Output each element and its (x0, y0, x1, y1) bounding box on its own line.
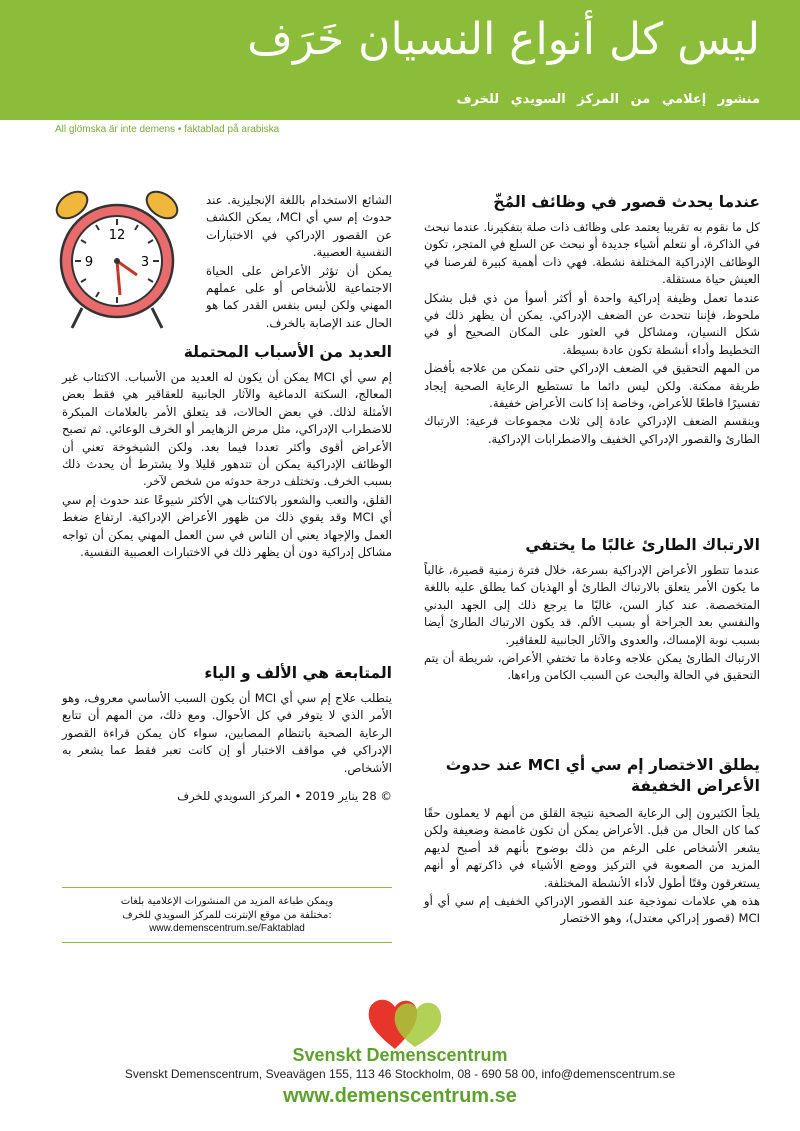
divider (62, 942, 392, 943)
right-column (424, 192, 760, 449)
divider (62, 887, 392, 888)
header-banner (0, 0, 800, 120)
heading-mci: يطلق الاختصار إم سي أي MCI عند حدوث الأعراض الخفيفة (445, 756, 760, 795)
document-title: ليس كل أنواع النسيان خَرَف (247, 14, 760, 65)
left-column-section-4 (62, 342, 392, 562)
paragraph: هذه هي علامات نموذجية عند القصور الإدراكي الخفيف إم سي أي أو MCI (قصور إدراكي معتدل)، وهو الاختصار (424, 894, 760, 926)
more-line-2: مختلفة من موقع الإنترنت للمركز السويدي للخرف: (122, 909, 332, 921)
paragraph: عندما تتطور الأعراض الإدراكية بسرعة، خلال فترة زمنية قصيرة، غالباً ما يكون الأمر يتعلق بالارتباك الطارئ أو الهذيان كما يطلق عليه باللغة المتخصصة. عند كبار السن، غالبًا ما يرجع ذلك إلى الجهد البدني والنفسي بعد الجراحة أو بسبب الألم. قد يكون الارتباك الطارئ أيضا بسبب نوبة الإمساك، والعدوى والآثار الجانبية للعقاقير. (424, 563, 760, 647)
alarm-clock-illustration (42, 183, 192, 338)
copyright-line: © 28 يناير 2019 • المركز السويدي للخرف (177, 789, 392, 804)
heading-causes: العديد من الأسباب المحتملة (183, 343, 392, 361)
paragraph: من المهم التحقيق في الضعف الإدراكي حتى نتمكن من علاجه بأفضل طريقة ممكنة. ولكن ليس دائما ما تستطيع الرعاية الصحية إيجاد تفسيرًا قاطعًا للأعراض، وخاصة إذا كانت الأعراض خفيفة. (424, 361, 760, 411)
paragraph: يلجأ الكثيرون إلى الرعاية الصحية نتيجة القلق من أنهم لا يعملون حقًا كما كان الحال من قبل. الأعراض يمكن أن تكون غامضة وضعيفة ولكن يشعر الأشخاص على الرغم من ذلك بوضوح بأنهم قد أصبح لديهم المزيد من الصعوبة في التركيز ووضع الأشياء في ذاكرتهم أو أنهم يستغرقون وقتًا أطول لأداء الأنشطة المختلفة. (424, 806, 760, 890)
paragraph: يمكن أن تؤثر الأعراض على الحياة الاجتماعية للأشخاص أو على عملهم المهني ولكن ليس بنفس القدر كما هو الحال عند الإصابة بالخرف. (206, 263, 392, 330)
clock-number-3: 3 (140, 255, 150, 270)
organization-name: Svenskt Demenscentrum (292, 1045, 508, 1065)
paragraph: عندما تعمل وظيفة إدراكية واحدة أو أكثر أسوأ من ذي قبل بشكل ملحوظ، فإننا نتحدث عن الضعف الإدراكي. يمكن أن يظهر ذلك في شكل النسيان، ومشاكل في العثور على المكان الصحيح أو في التخطيط وأداء أنشطة تكون عادة بسيطة. (424, 290, 760, 357)
swedish-tagline: All glömska är inte demens • faktablad på arabiska (55, 124, 280, 135)
paragraph: إم سي أي MCI يمكن أن يكون له العديد من الأسباب. الاكتئاب غير المعالج، السكتة الدماغية والآثار الجانبية للعقاقير هي فقط بعض الأمثلة لذلك. في بعض الحالات، قد يتعلق الأمر بالعلامات المبكرة للاضطراب الإدراكي، مثل مرض الزهايمر أو الخرف الوعائي. ثم تصبح الأعراض أقوى وأكثر تعددا فيما بعد. ولكن الشيخوخة تعني أن الوظائف الإدراكية يمكن أن تتدهور قليلا ولا يشترط أن يحدث ذلك بسبب الخرف. وتختلف درجة حدوثه من شخص لآخر. (62, 370, 392, 489)
heading-brain-function: عندما يحدث قصور في وظائف المُخّ (493, 193, 760, 211)
organization-address: Svenskt Demenscentrum, Sveavägen 155, 113 46 Stockholm, 08 - 690 58 00, info@demenscentrum.se (124, 1067, 676, 1081)
heading-delirium: الارتباك الطارئ غالبًا ما يختفي (525, 536, 760, 554)
more-factsheets-note (62, 895, 392, 936)
factsheets-link[interactable]: www.demenscentrum.se/Faktablad (149, 923, 305, 934)
paragraph: وينقسم الضعف الإدراكي عادة إلى ثلاث مجموعات فرعية: الارتباك الطارئ والقصور الإدراكي الخفيف والاضطرابات الإدراكية. (424, 414, 760, 446)
left-column-section-5 (62, 663, 392, 806)
left-intro (206, 192, 392, 333)
paragraph: الارتباك الطارئ يمكن علاجه وعادة ما تختفي الأعراض، شريطة أن يتم التحقيق في الحالة والبحث عن السبب الكامن وراءها. (424, 651, 760, 683)
more-line-1: ويمكن طباعة المزيد من المنشورات الإعلامية بلغات (120, 896, 334, 907)
document-subtitle: منشور إعلامي من المركز السويدي للخرف (456, 92, 760, 107)
clock-number-12: 12 (108, 228, 126, 243)
paragraph: كل ما نقوم به تقريبا يعتمد على وظائف ذات صلة بتفكيرنا. عندما نبحث في الذاكرة، أو نتعلم أشياء جديدة أو نبحث عن السلع في المتجر، تكون الوظائف الإدراكية المختلفة نشطة. فهي ذات أهمية كبيرة لفرصنا في العيش حياة مستقلة. (424, 220, 760, 287)
two-hearts-logo (365, 993, 445, 1051)
heading-follow-up: المتابعة هي الألف و الياء (204, 664, 392, 682)
paragraph: القلق، والتعب والشعور بالاكتئاب هي الأكثر شيوعًا عند حدوث إم سي أي MCI وقد يقوي ذلك من ظهور الأعراض الإدراكية. ارتفاع ضغط العمل والإجهاد يعني أن الناس في سن العمل المهني يمكن أن تواجه مشاكل إدراكية دون أن يظهر ذلك في الاختبارات العصبية النفسية. (62, 492, 392, 560)
website-link[interactable]: www.demenscentrum.se (283, 1085, 517, 1107)
clock-number-9: 9 (84, 255, 94, 270)
paragraph: الشائع الاستخدام باللغة الإنجليزية. عند حدوث إم سي أي MCI، يمكن الكشف عن القصور الإدراكي في الاختبارات النفسية العصبية. (206, 193, 392, 260)
paragraph: يتطلب علاج إم سي أي MCI أن يكون السبب الأساسي معروف، وهو الأمر الذي لا يتوفر في كل الأحوال. ومع ذلك، من المهم أن تتابع الرعاية الصحية باتنظام المصابين، سواء كان يمكن قراءة القصور الإدراكي في مواقف الاختبار أو إن كانت تعبر فقط عما يشعر به الأشخاص. (62, 691, 392, 775)
right-column-section-3 (424, 755, 760, 929)
right-column-section-2 (424, 535, 760, 686)
